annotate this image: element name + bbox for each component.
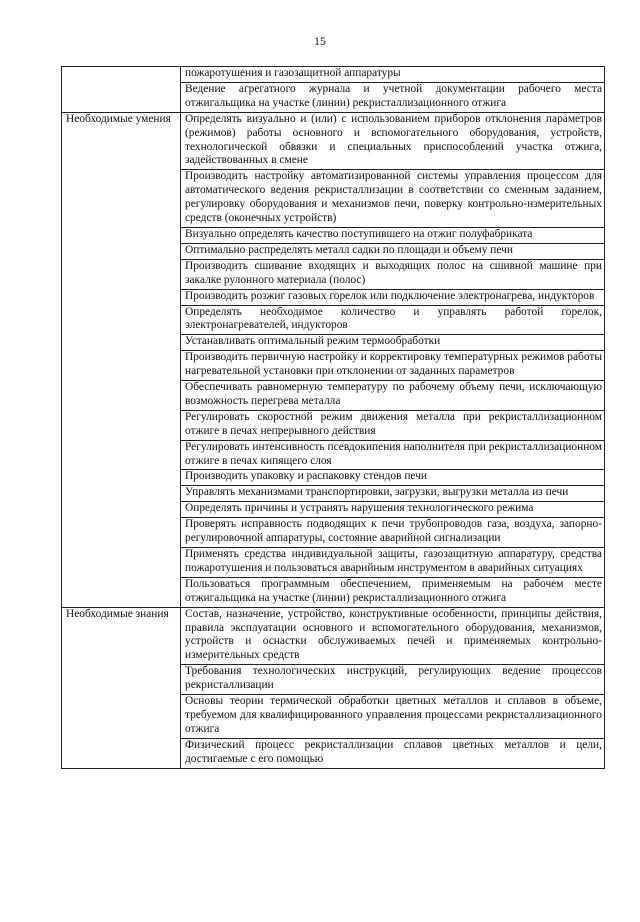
table-row <box>62 67 605 83</box>
table-row <box>62 112 605 170</box>
requirement-item: Регулировать скоростной режим движения металла при рекристаллизационном отжиге в печах непрерывного действия <box>181 410 605 440</box>
requirement-item: Физический процесс рекристаллизации сплавов цветных металлов и цели, достигаемые с его помощью <box>181 738 605 768</box>
requirement-item: Применять средства индивидуальной защиты, газозащитную аппаратуру, средства пожаротушения и пользоваться аварийным инструментом в аварийных ситуациях <box>181 548 605 578</box>
requirement-item: Регулировать интенсивность псевдокипения наполнителя при рекристаллизационном отжиге в печах кипящего слоя <box>181 440 605 470</box>
section-label <box>62 67 181 113</box>
requirement-item: Основы теории термической обработки цветных металлов и сплавов в объеме, требуемом для квалифицированного управления процессами рекристаллизационного отжига <box>181 695 605 739</box>
requirement-item: Состав, назначение, устройство, конструктивные особенности, принципы действия, правила эксплуатации основного и вспомогательного оборудования, механизмов, устройств и оснастки обслуживаемых печей и применяемых контрольно-измерительных средств <box>181 607 605 665</box>
page-number: 15 <box>314 34 326 48</box>
requirement-item: Определять визуально и (или) с использованием приборов отклонения параметров (режимов) работы основного и вспомогательного оборудования, устройств, технологической обвязки и специальных приспособлений участка отжига, задействованных в смене <box>181 112 605 170</box>
requirement-item: Производить розжиг газовых горелок или подключение электронагрева, индукторов <box>181 289 605 305</box>
requirement-item: Производить первичную настройку и корректировку температурных режимов работы нагревательной установки при отклонении от заданных параметров <box>181 351 605 381</box>
section-label: Необходимые знания <box>62 607 181 768</box>
requirement-item: Визуально определять качество поступившего на отжиг полуфабриката <box>181 227 605 243</box>
requirement-item: Пользоваться программным обеспечением, применяемым на рабочем месте отжигальщика на участке (линии) рекристаллизационного отжига <box>181 577 605 607</box>
requirement-item: Обеспечивать равномерную температуру по рабочему объему печи, исключающую возможность перегрева металла <box>181 381 605 411</box>
requirements-table <box>61 66 605 769</box>
requirement-item: Требования технологических инструкций, регулирующих ведение процессов рекристаллизации <box>181 665 605 695</box>
requirement-item: Производить упаковку и распаковку стендов печи <box>181 470 605 486</box>
requirement-item: Проверять исправность подводящих к печи трубопроводов газа, воздуха, запорно-регулировочной аппаратуры, состояние аварийной сигнализации <box>181 518 605 548</box>
requirement-item: Производить настройку автоматизированной системы управления процессом для автоматического ведения рекристаллизации в соответствии со сменным заданием, регулировку оборудования и механизмов печи, поверку контрольно-измерительных средств (оконечных устройств) <box>181 170 605 228</box>
requirement-item: Производить сшивание входящих и выходящих полос на сшивной машине при закалке рулонного материала (полос) <box>181 259 605 289</box>
section-label: Необходимые умения <box>62 112 181 607</box>
requirement-item: пожаротушения и газозащитной аппаратуры <box>181 67 605 83</box>
requirement-item: Управлять механизмами транспортировки, загрузки, выгрузки металла из печи <box>181 486 605 502</box>
requirement-item: Определять необходимое количество и управлять работой горелок, электронагревателей, индукторов <box>181 305 605 335</box>
requirement-item: Определять причины и устранять нарушения технологического режима <box>181 502 605 518</box>
requirement-item: Оптимально распределять металл садки по площади и объему печи <box>181 243 605 259</box>
table-row <box>62 607 605 665</box>
requirement-item: Ведение агрегатного журнала и учетной документации рабочего места отжигальщика на участке (линии) рекристаллизационного отжига <box>181 82 605 112</box>
requirement-item: Устанавливать оптимальный режим термообработки <box>181 335 605 351</box>
requirements-table-body <box>62 67 605 769</box>
